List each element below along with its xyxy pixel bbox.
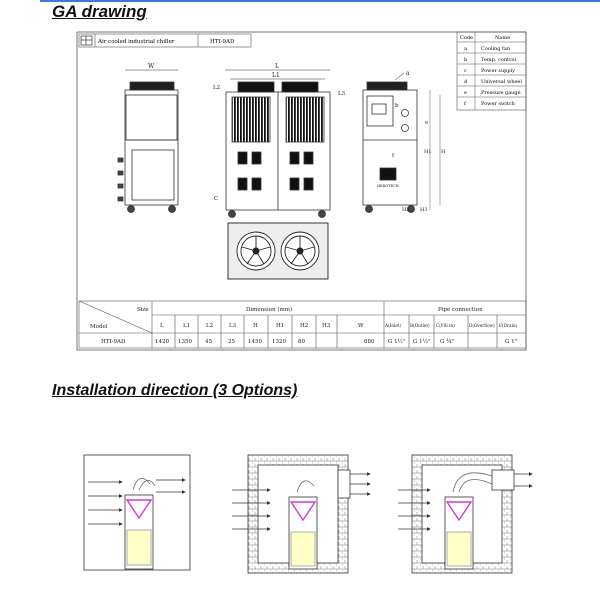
installation-option-1 [84,455,190,570]
pipe-col-header: A(Inlet) [385,323,402,328]
dim-L-label: L [275,63,279,70]
title-block [79,34,251,47]
dim-H3-label: H3 [420,207,428,213]
pipe-value: G 1½" [413,339,431,345]
legend-name: Power supply [481,68,516,74]
titleblock-title: Air cooled industrial chiller [98,39,175,45]
pipe-col-header: B(Outlet) [410,323,430,328]
label-a: a [406,70,410,77]
dim-col-header: H2 [300,323,309,329]
legend-code: e [464,90,467,96]
dim-col-header: H3 [322,323,331,329]
pipe-col-header: E(Drain) [499,323,518,328]
cooling-fan-icon [281,232,319,270]
back-view [363,70,446,213]
installation-diagrams [0,440,600,600]
unit-icon [125,478,155,569]
dim-col-header: H1 [276,323,285,329]
drawing-sheet-border [77,32,526,350]
legend-code: b [464,57,468,63]
cooling-fan-icon [237,232,275,270]
legend-header-name: Name [495,35,511,41]
legend-name: Pressure gauge [481,90,521,96]
dim-col-header: H [253,323,258,329]
legend-name: Temp. control [481,57,517,63]
dim-L1-label: L1 [272,72,280,79]
spec-table-text [90,306,518,345]
label-e: e [425,120,429,126]
pipe-col-header: D(Overflow) [469,323,495,328]
installation-direction-title: Installation direction (3 Options) [52,382,298,399]
company-logo-icon [81,36,92,45]
dim-value: 25 [228,339,235,345]
titleblock-model: HTI-9AD [210,39,235,45]
model-label: Model [90,324,108,330]
pipe-C-label: C [214,196,219,202]
size-label: Size [137,307,149,313]
dim-value: 45 [205,339,212,345]
dim-value: 80 [298,339,305,345]
dim-value: 1450 [248,339,262,345]
label-b: b [395,103,399,109]
dim-col-header: L3 [229,323,237,329]
legend-name: Power switch [481,101,515,107]
dim-value: 1420 [155,339,169,345]
installation-option-3 [398,455,532,573]
dim-value: 1320 [272,339,286,345]
dim-col-header: L1 [183,323,191,329]
side-view [213,63,346,218]
installation-option-2 [232,455,370,573]
dim-col-header: W [358,323,364,329]
dim-H-label: H [441,149,446,155]
legend-name: Cooling fan [481,46,511,52]
front-view [118,63,178,213]
dim-L2-label: L2 [213,85,221,91]
brand-logo: HEROTECH [377,184,399,188]
dim-H2-label: H2 [402,207,410,213]
pipe-value: G 1½" [388,339,406,345]
legend-code: a [464,46,467,52]
dim-col-header: L2 [206,323,214,329]
pipe-value: G ¾" [440,339,455,345]
dim-value: 1350 [178,339,192,345]
legend-table [457,32,526,110]
legend-code: d [464,79,468,85]
top-view-fans [228,223,328,279]
pipe-value: G 1" [505,339,518,345]
legend-code: f [464,101,466,107]
dim-L3-label: L3 [338,91,346,97]
pipe-header: Pipe connection [438,307,483,313]
dim-H1-label: H1 [424,149,432,155]
pipe-col-header: C(Fill in) [436,323,455,328]
legend-header-code: Code [460,35,473,41]
dim-col-header: L [160,323,164,329]
dim-value: 680 [364,339,375,345]
dimension-header: Dimension (mm) [246,307,293,313]
row-model: HTI-9AD [101,339,126,345]
label-f: f [392,153,395,159]
ga-drawing-title: GA drawing [52,2,147,21]
dim-W-label: W [148,63,155,70]
legend-name: Universal wheel [481,79,522,85]
legend-code: c [464,68,467,74]
